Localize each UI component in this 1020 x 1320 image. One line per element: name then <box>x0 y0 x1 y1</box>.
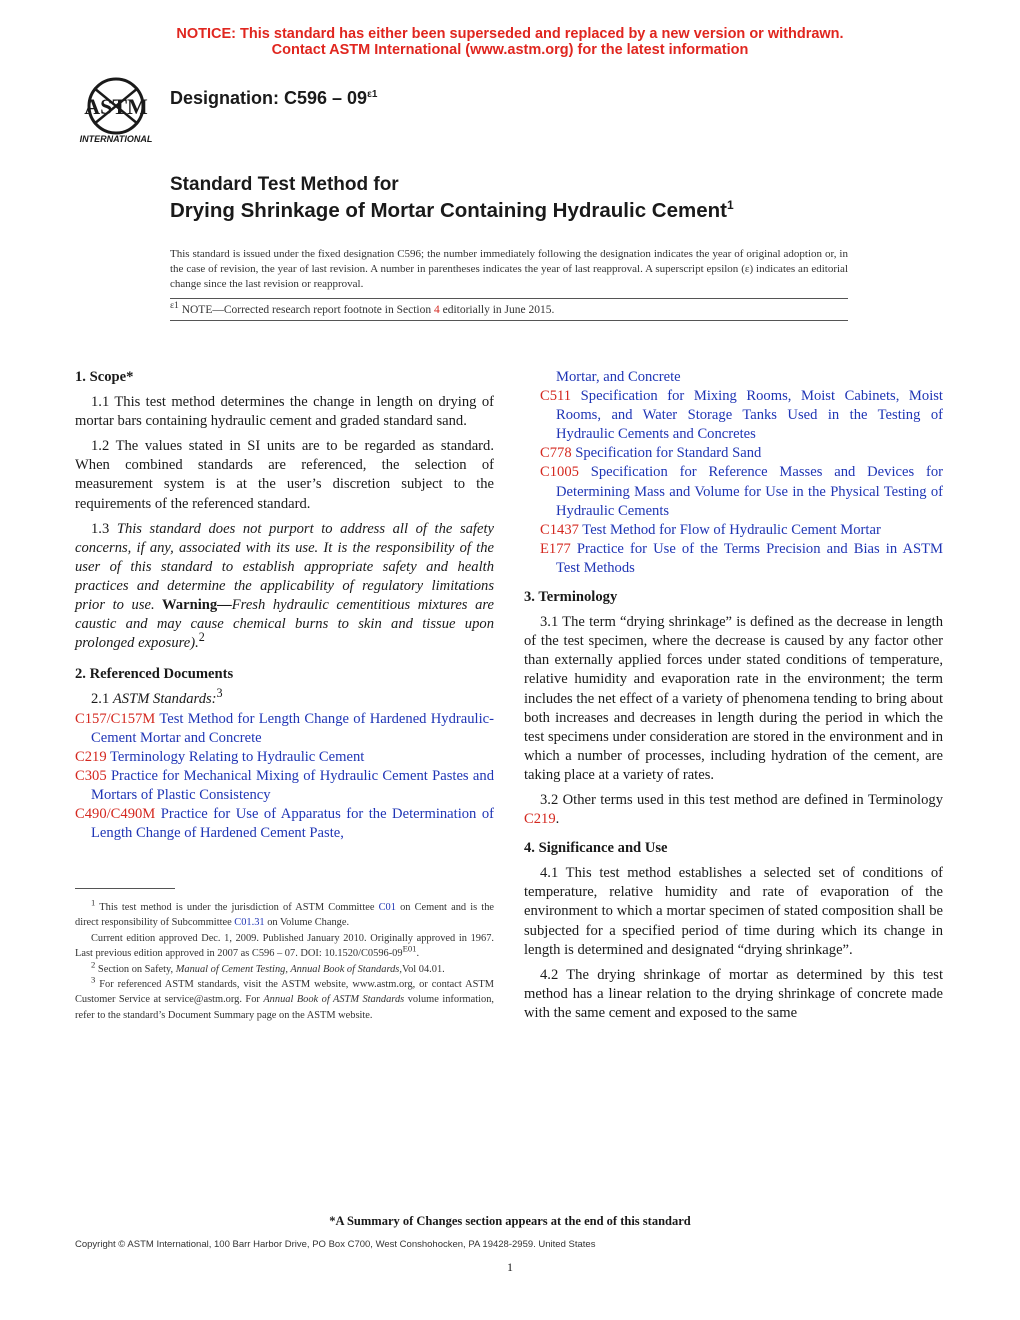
fn2-mark: 2 <box>91 959 96 970</box>
fn1-a: This test method is under the jurisdiction of ASTM Committee <box>95 902 379 913</box>
ref-code: C1005 <box>540 464 579 481</box>
terminology-heading: 3. Terminology <box>524 589 618 606</box>
ref-text: Specification for Mixing Rooms, Moist Cabinets, Moist Rooms, and Water Storage Tanks Used in the Testing of Hydraulic Cements and Concretes <box>556 388 943 443</box>
fn3-mark: 3 <box>91 974 96 985</box>
scope-p3-mark: 2 <box>198 630 205 645</box>
scope-p2: 1.2 The values stated in SI units are to be regarded as standard. When combined standards are referenced, the selection of measurement system is at the user’s discretion subject to the requirements of the referenced standard. <box>75 438 494 512</box>
ref-item[interactable] <box>524 444 943 463</box>
ref-code: C305 <box>75 767 107 784</box>
terminology-p1: 3.1 The term “drying shrinkage” is defined as the decrease in length of the test specimen, where the decrease is caused by any factor other than externally applied forces under stated conditions of temperature, relative humidity and evaporation rate in the environment; the term includes the net effect of a variety of phenomena tending to bring about both increases and decreases in length during the period in which the test specimens under consideration are stored in the environment and in which a number of processes, including hydration of the cement, are taking place at a variety of rates. <box>524 614 943 783</box>
ref-continued[interactable]: Mortar, and Concrete <box>556 369 681 385</box>
divider-top <box>170 298 848 299</box>
terminology-p2 <box>524 791 943 829</box>
epsilon-note <box>170 300 555 316</box>
fn2-a: Section on Safety, <box>95 963 176 975</box>
footnote-rule <box>75 888 175 889</box>
epsilon-note-after: editorially in June 2015. <box>439 304 555 316</box>
scope-p3-num: 1.3 <box>91 520 117 537</box>
sub-num: 2.1 <box>91 691 113 708</box>
fn3-a: For referenced ASTM standards, visit the ASTM website, www.astm.org, or contact ASTM Customer Service at service@astm.org. For <box>75 979 494 1006</box>
sub-label: ASTM Standards: <box>112 691 217 708</box>
ref-text: Practice for Mechanical Mixing of Hydraulic Cement Pastes and Mortars of Plastic Consistency <box>91 767 494 803</box>
fn1-c: on Volume Change. <box>264 917 350 929</box>
title-main: Drying Shrinkage of Mortar Containing Hydraulic Cement <box>170 199 727 222</box>
title-line-2 <box>170 199 734 223</box>
ref-item[interactable] <box>524 521 943 540</box>
section-4-link[interactable]: 4 <box>433 304 440 316</box>
fn3-italic: Annual Book of ASTM Standards <box>263 994 405 1006</box>
sub-mark: 3 <box>216 686 223 701</box>
epsilon-note-before: NOTE—Corrected research report footnote in Section <box>178 304 434 316</box>
divider-bottom <box>170 320 848 321</box>
fn1-link-c0131[interactable]: C01.31 <box>234 917 265 929</box>
ref-text: Practice for Use of Apparatus for the Determination of Length Change of Hardened Cement Paste, <box>91 805 494 842</box>
scope-p3-warning: Warning— <box>154 597 232 614</box>
fn2-italic: Manual of Cement Testing, Annual Book of Standards, <box>175 963 402 975</box>
ref-code: C157/C157M <box>75 710 156 727</box>
issued-text: This standard is issued under the fixed designation C596; the number immediately following the designation indicates the year of original adoption or, in the case of revision, the year of last revision. A number in parentheses indicates the year of last reapproval. A superscript epsilon (ε) indicates an editorial change since the last revision or reapproval. <box>170 248 848 290</box>
ref-code: C778 <box>540 445 572 462</box>
scope-p3 <box>75 520 494 654</box>
ref-item[interactable] <box>524 387 943 444</box>
footnotes <box>75 897 495 1023</box>
significance-p1: 4.1 This test method establishes a selected set of conditions of temperature, relative humidity and rate of evaporation of the environment to which a mortar specimen of stated composition shall be subjected for a specified period of time during which its change in length is determined and designated “drying shrinkage”. <box>524 865 943 958</box>
notice-line-2: Contact ASTM International (www.astm.org) for the latest information <box>271 42 749 58</box>
ref-text: Terminology Relating to Hydraulic Cement <box>106 748 365 765</box>
page-number: 1 <box>507 1260 513 1274</box>
right-column <box>524 368 943 1023</box>
fn1-p2-end: . <box>416 948 420 960</box>
referenced-heading: 2. Referenced Documents <box>75 666 234 683</box>
significance-heading: 4. Significance and Use <box>524 840 668 857</box>
summary-note: *A Summary of Changes section appears at the end of this standard <box>329 1214 691 1228</box>
footnote-1 <box>75 897 495 931</box>
ref-code: E177 <box>540 540 571 557</box>
ref-code: C511 <box>540 388 572 405</box>
notice-line-1: NOTICE: This standard has either been superseded and replaced by a new version or withdrawn. <box>176 26 844 42</box>
scope-p1: 1.1 This test method determines the change in length on drying of mortar bars containing hydraulic cement and graded standard sand. <box>75 394 494 430</box>
ref-code: C490/C490M <box>75 805 156 822</box>
ref-code: C1437 <box>540 521 579 538</box>
ref-item[interactable] <box>75 748 494 767</box>
logo-text: INTERNATIONAL <box>79 134 153 144</box>
ref-text: Test Method for Flow of Hydraulic Cement Mortar <box>578 521 881 538</box>
designation-superscript: ε1 <box>367 89 378 100</box>
ref-text: Specification for Reference Masses and Devices for Determining Mass and Volume for Use in the Physical Testing of Hydraulic Cements <box>556 464 943 519</box>
fn1-p2: Current edition approved Dec. 1, 2009. Published January 2010. Originally approved in 1967. Last previous edition approved in 2007 as C596 – 07. DOI: 10.1520/C0596-09 <box>75 932 494 960</box>
scope-p3-italic2: Fresh hydraulic cementitious mixtures are caustic and may cause chemical burns to skin and tissue upon prolonged exposure). <box>75 597 494 652</box>
term-p2-after: . <box>555 811 560 828</box>
footnote-3 <box>75 974 494 1023</box>
ref-item[interactable] <box>75 805 494 843</box>
ref-text: Specification for Standard Sand <box>571 445 762 462</box>
ref-item[interactable] <box>75 710 494 748</box>
fn2-b: Vol 04.01. <box>401 963 445 975</box>
astm-standards-sub <box>75 686 494 709</box>
ref-item[interactable] <box>524 540 943 578</box>
footnote-2 <box>75 959 494 977</box>
designation <box>170 88 377 109</box>
epsilon-mark: ε1 <box>170 300 179 312</box>
scope-heading: 1. Scope* <box>75 369 134 385</box>
astm-logo <box>72 74 166 148</box>
scope-p3-italic: This standard does not purport to address all of the safety concerns, if any, associated with its use. It is the responsibility of the user of this standard to establish appropriate safety and health practices and determine the applicability of regulatory limitations prior to use. <box>75 520 494 614</box>
fn1-p2-mark: E01 <box>402 943 417 954</box>
fn1-link-c01[interactable]: C01 <box>378 902 396 913</box>
fn1-b: on Cement and is the direct responsibility of Subcommittee <box>75 902 495 929</box>
significance-p2: 4.2 The drying shrinkage of mortar as determined by this test method has a linear relation to the drying shrinkage of concrete made with the same cement and exposed to the same <box>524 966 943 1021</box>
fn3-b: volume information, refer to the standard’s Document Summary page on the ASTM website. <box>75 994 494 1021</box>
ref-item[interactable] <box>75 767 494 805</box>
title-line-1: Standard Test Method for <box>170 174 399 195</box>
copyright: Copyright © ASTM International, 100 Barr Harbor Drive, PO Box C700, West Conshohocken, PA 19428-2959. United States <box>75 1239 596 1250</box>
left-column <box>75 368 494 843</box>
ref-item[interactable] <box>524 463 943 520</box>
footnote-1-p2 <box>75 931 494 962</box>
ref-text: Test Method for Length Change of Hardened Hydraulic-Cement Mortar and Concrete <box>91 710 494 746</box>
c219-link[interactable]: C219 <box>524 811 556 828</box>
fn1-mark: 1 <box>91 897 96 908</box>
logo-name: ASTM <box>84 94 148 119</box>
title-footnote-mark: 1 <box>726 198 734 213</box>
ref-code: C219 <box>75 748 107 765</box>
ref-text: Practice for Use of the Terms Precision and Bias in ASTM Test Methods <box>556 540 943 576</box>
term-p2-before: 3.2 Other terms used in this test method are defined in Terminology <box>540 791 943 808</box>
designation-label: Designation: C596 – 09 <box>170 88 368 108</box>
